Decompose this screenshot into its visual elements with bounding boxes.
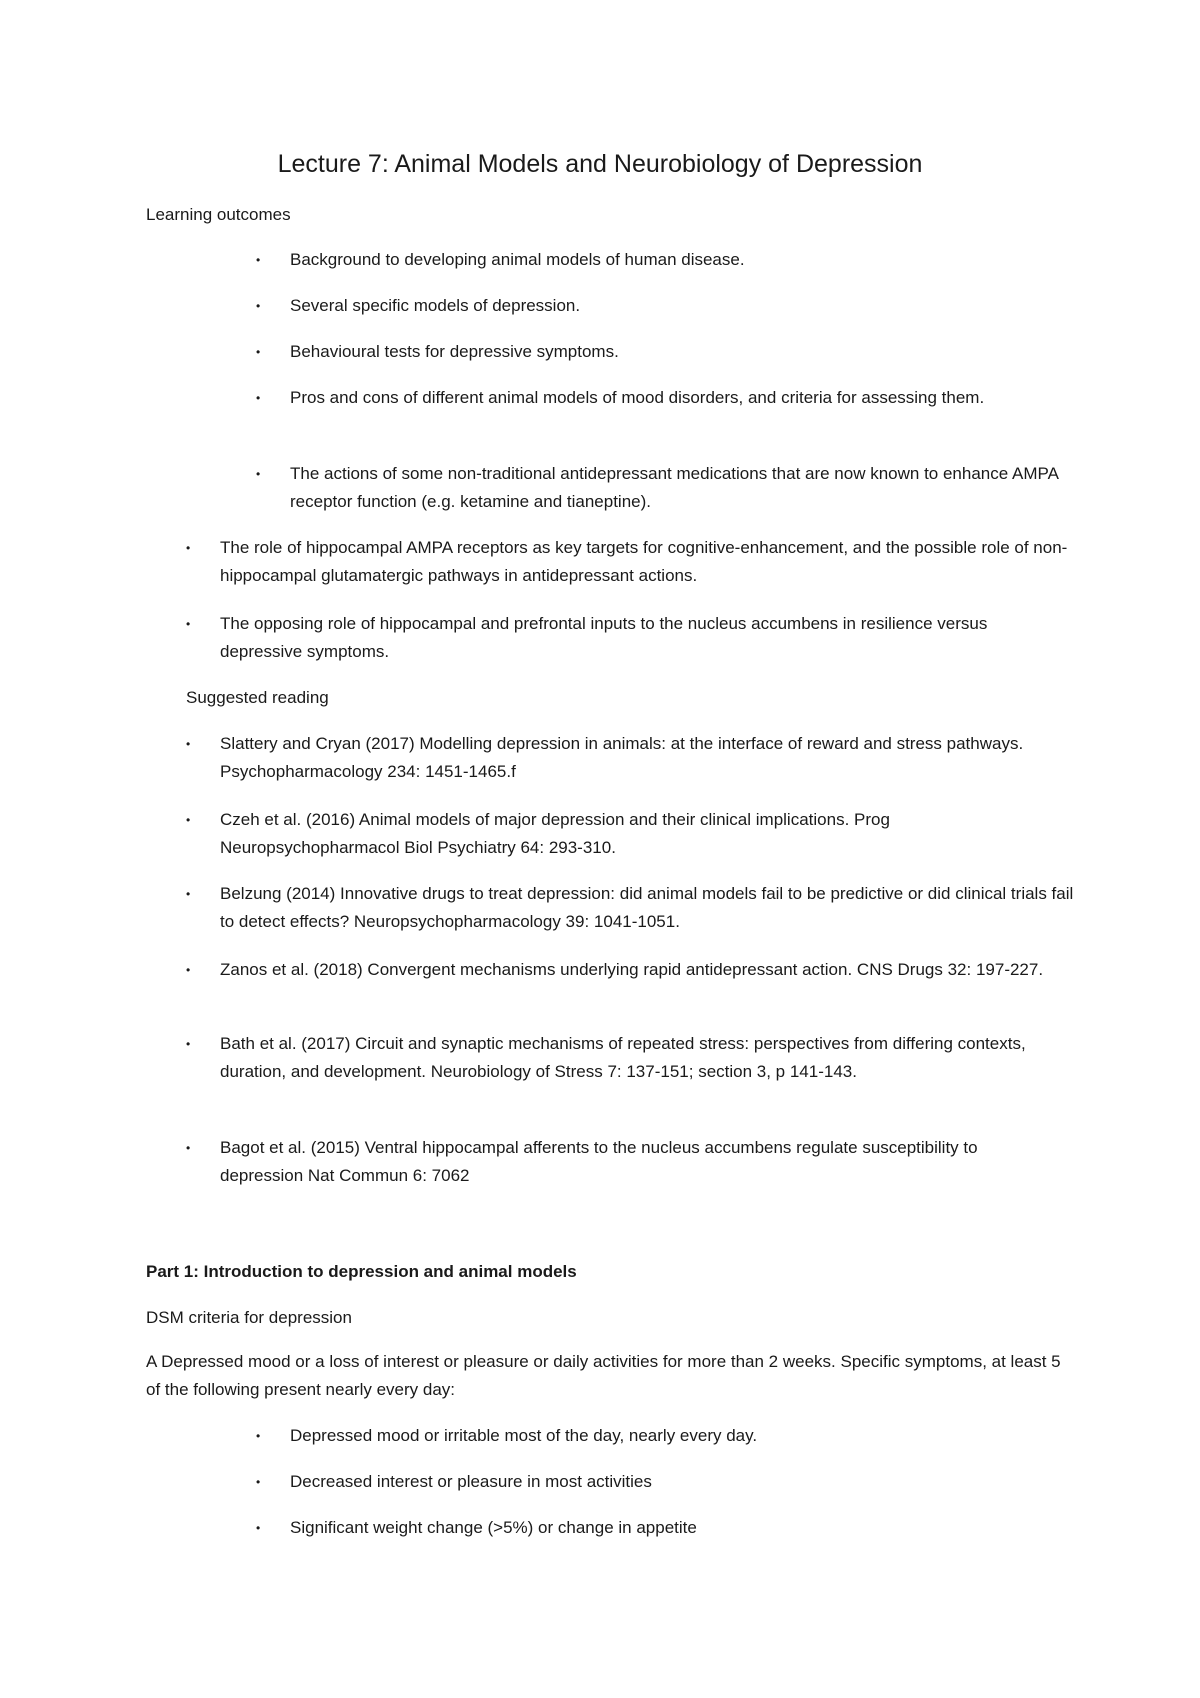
- reference-text: Bath et al. (2017) Circuit and synaptic mechanisms of repeated stress: perspectives from differing contexts, duration, and development. Neurobiology of Stress 7: 137-151; section 3, p 141-143.: [220, 1034, 1026, 1081]
- reference-text: Zanos et al. (2018) Convergent mechanisms underlying rapid antidepressant action. CNS Drugs 32: 197-227.: [220, 960, 1044, 979]
- bullet-icon: •: [256, 1475, 261, 1489]
- bullet-icon: •: [186, 1141, 191, 1155]
- bullet-icon: •: [256, 467, 261, 481]
- list-item-text: The opposing role of hippocampal and prefrontal inputs to the nucleus accumbens in resilience versus depressive symptoms.: [220, 614, 988, 661]
- list-item-text: Significant weight change (>5%) or change in appetite: [290, 1518, 697, 1537]
- suggested-reading-heading: Suggested reading: [186, 688, 329, 707]
- list-item-text: Behavioural tests for depressive symptoms.: [290, 342, 619, 361]
- bullet-icon: •: [186, 617, 191, 631]
- bullet-icon: •: [256, 253, 261, 267]
- bullet-icon: •: [186, 1037, 191, 1051]
- bullet-icon: •: [256, 299, 261, 313]
- reference-text: Bagot et al. (2015) Ventral hippocampal afferents to the nucleus accumbens regulate susceptibility to depression Nat Commun 6: 7062: [220, 1138, 978, 1185]
- list-item-text: Several specific models of depression.: [290, 296, 581, 315]
- dsm-criteria-heading: DSM criteria for depression: [146, 1308, 352, 1327]
- bullet-icon: •: [256, 1429, 261, 1443]
- learning-outcomes-heading: Learning outcomes: [146, 205, 291, 224]
- reference-text: Belzung (2014) Innovative drugs to treat depression: did animal models fail to be predictive or did clinical trials fail to detect effects? Neuropsychopharmacology 39: 1041-1051.: [220, 884, 1074, 931]
- bullet-icon: •: [186, 813, 191, 827]
- dsm-paragraph: A Depressed mood or a loss of interest or pleasure or daily activities for more than 2 weeks. Specific symptoms, at least 5 of the following present nearly every day:: [146, 1352, 1061, 1399]
- part-1-heading: Part 1: Introduction to depression and animal models: [146, 1262, 577, 1281]
- reference-text: Czeh et al. (2016) Animal models of major depression and their clinical implications. Prog Neuropsychopharmacol Biol Psychiatry 64: 293-310.: [220, 810, 890, 857]
- list-item-text: The role of hippocampal AMPA receptors as key targets for cognitive-enhancement, and the possible role of non-hippocampal glutamatergic pathways in antidepressant actions.: [220, 538, 1068, 585]
- bullet-icon: •: [256, 345, 261, 359]
- bullet-icon: •: [186, 737, 191, 751]
- list-item-text: Background to developing animal models of human disease.: [290, 250, 745, 269]
- list-item-text: The actions of some non-traditional antidepressant medications that are now known to enhance AMPA receptor function (e.g. ketamine and tianeptine).: [290, 464, 1058, 511]
- bullet-icon: •: [256, 391, 261, 405]
- bullet-icon: •: [186, 963, 191, 977]
- page-title: Lecture 7: Animal Models and Neurobiology of Depression: [277, 150, 923, 178]
- bullet-icon: •: [186, 887, 191, 901]
- list-item-text: Depressed mood or irritable most of the day, nearly every day.: [290, 1426, 758, 1445]
- list-item-text: Decreased interest or pleasure in most activities: [290, 1472, 652, 1491]
- reference-text: Slattery and Cryan (2017) Modelling depression in animals: at the interface of reward and stress pathways. Psychopharmacology 234: 1451-1465.f: [220, 734, 1024, 781]
- bullet-icon: •: [186, 541, 191, 555]
- bullet-icon: •: [256, 1521, 261, 1535]
- list-item-text: Pros and cons of different animal models of mood disorders, and criteria for assessing them.: [290, 388, 985, 407]
